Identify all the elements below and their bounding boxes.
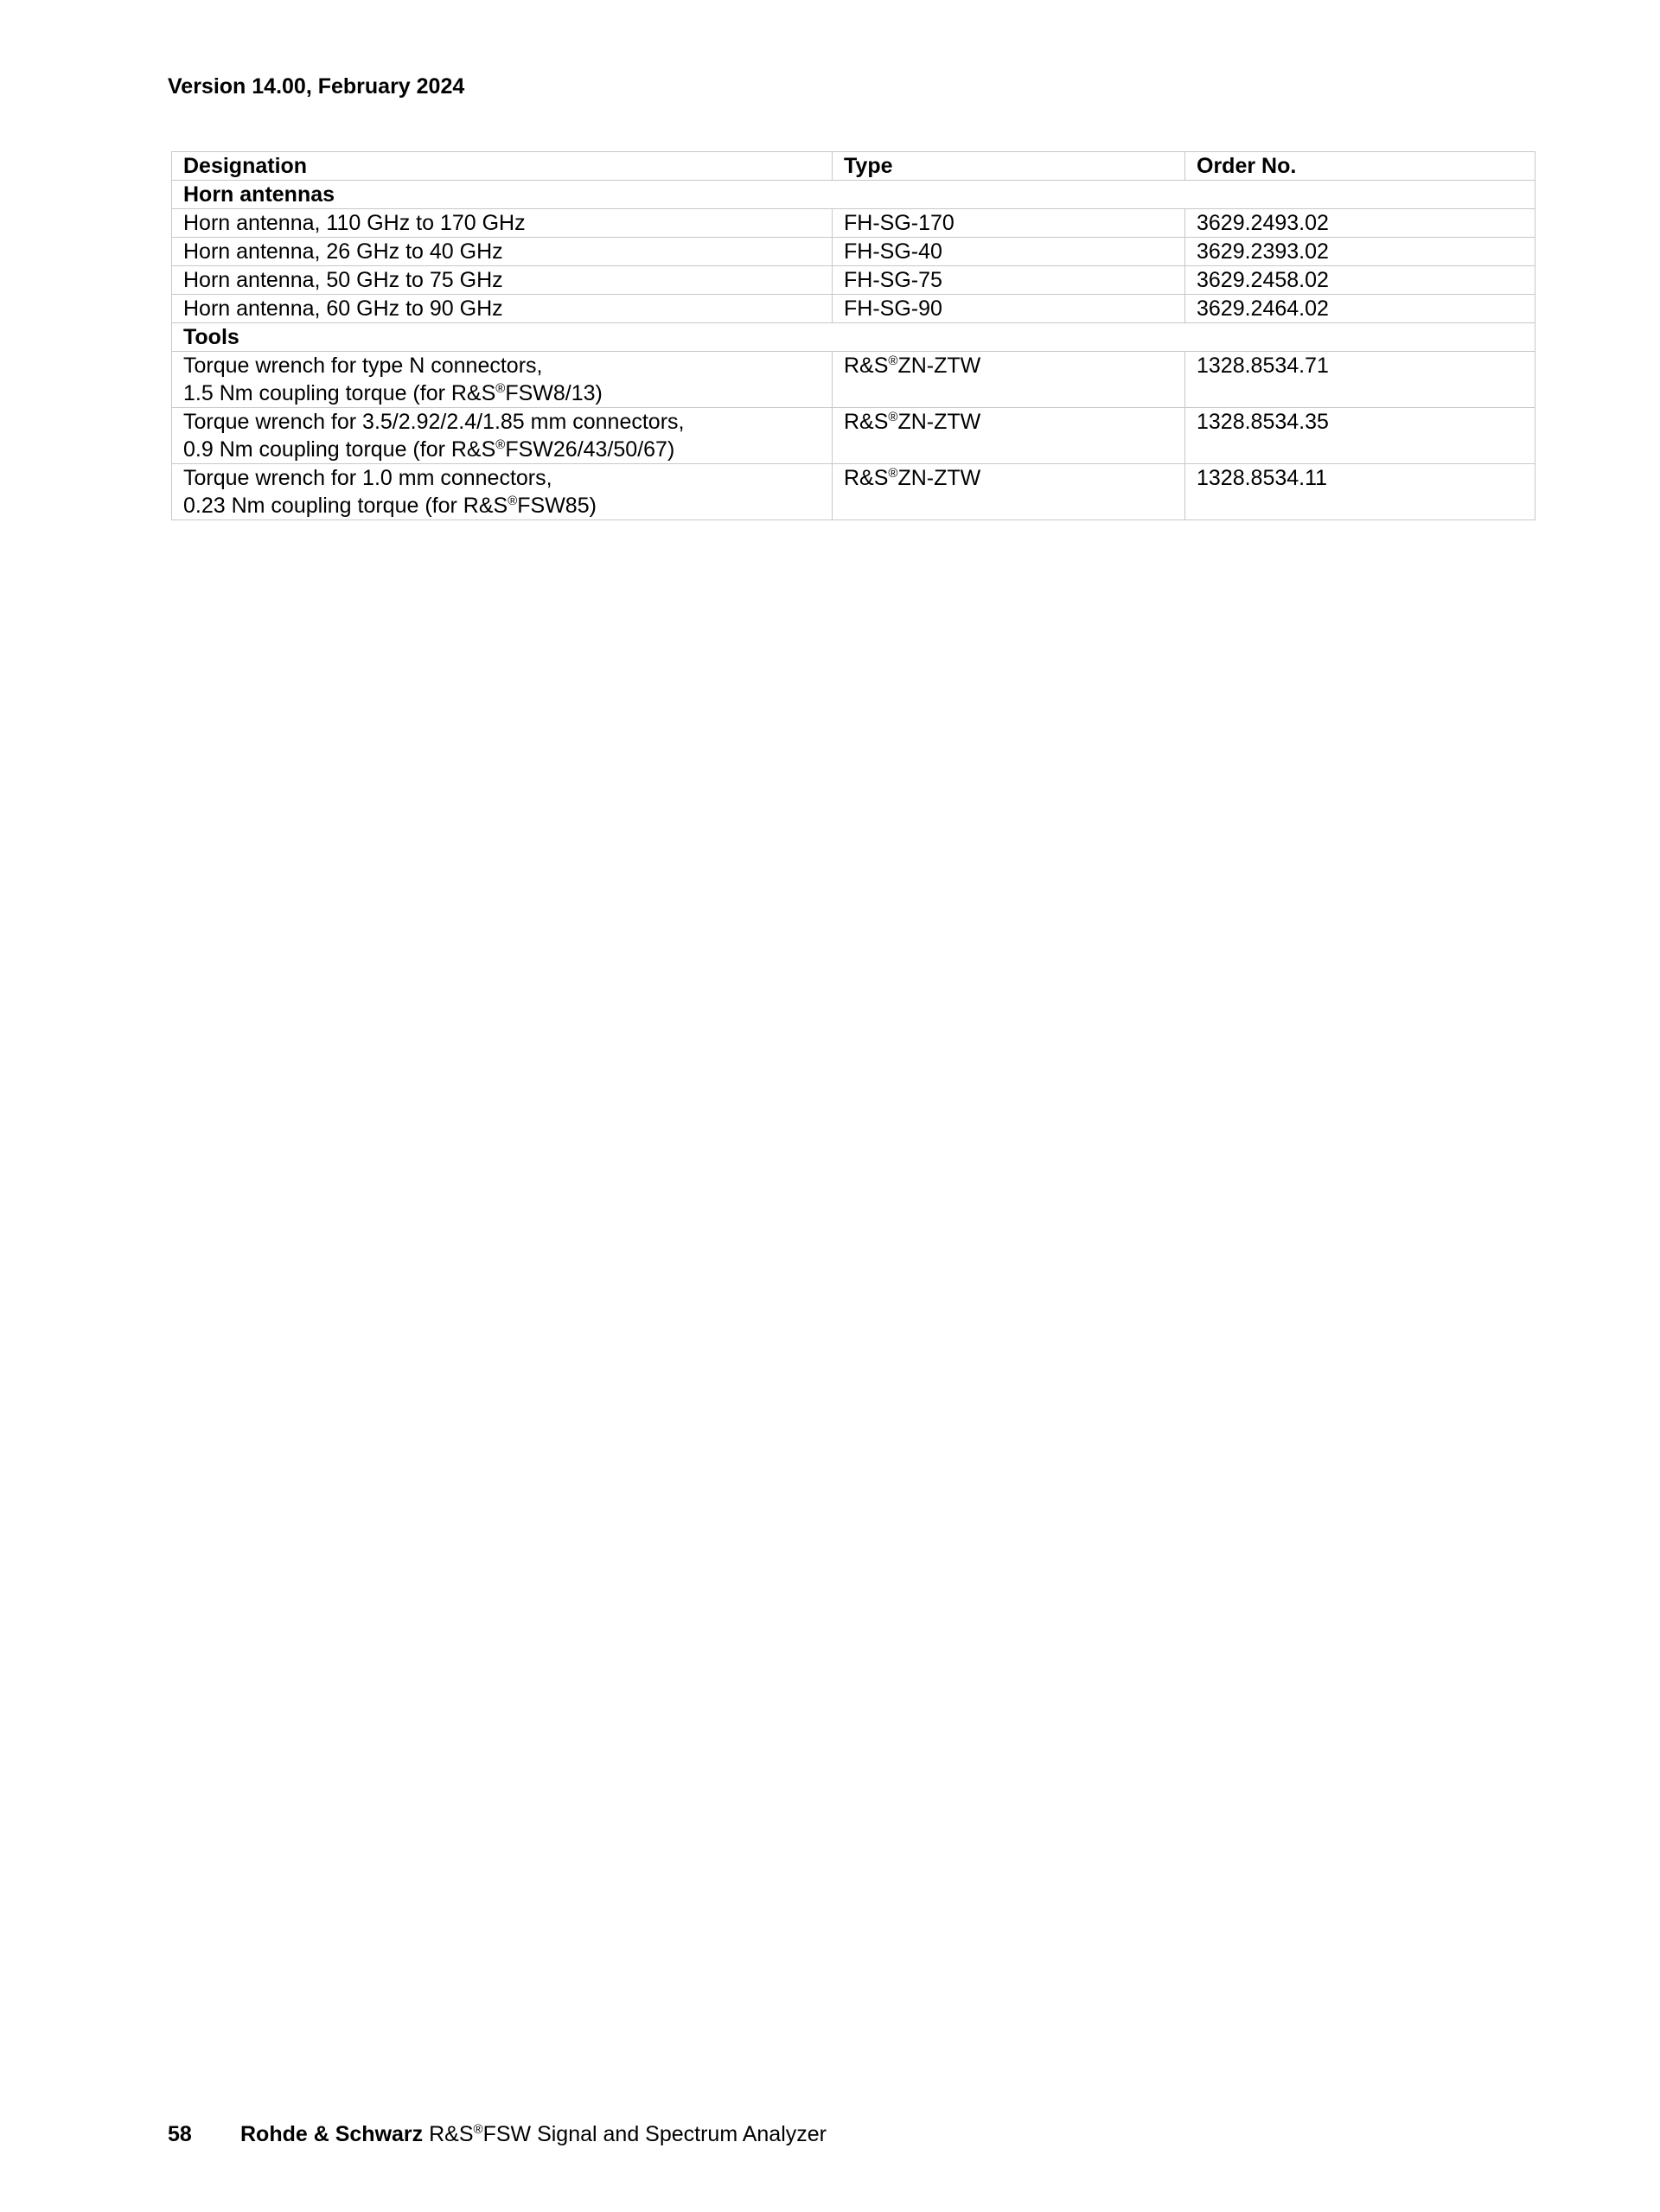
type-cell: FH-SG-40: [833, 238, 1185, 266]
designation-cell: [172, 266, 833, 295]
table-row: [172, 209, 1536, 238]
table-row: [172, 352, 1536, 408]
page-footer: [168, 2120, 827, 2148]
footer-product: R&S®FSW Signal and Spectrum Analyzer: [429, 2122, 827, 2146]
designation-cell: [172, 408, 833, 464]
table-group-row: [172, 323, 1536, 352]
designation-cell: [172, 295, 833, 323]
order-no-cell: 3629.2458.02: [1185, 266, 1536, 295]
type-cell: R&S®ZN-ZTW: [833, 408, 1185, 464]
type-cell: FH-SG-90: [833, 295, 1185, 323]
type-cell: R&S®ZN-ZTW: [833, 464, 1185, 520]
designation-line: Torque wrench for 3.5/2.92/2.4/1.85 mm connectors,: [183, 410, 685, 434]
table-row: [172, 464, 1536, 520]
order-no-cell: 1328.8534.35: [1185, 408, 1536, 464]
table-row: [172, 266, 1536, 295]
document-version: Version 14.00, February 2024: [168, 74, 465, 99]
column-header-type: Type: [833, 152, 1185, 181]
table-group-row: [172, 181, 1536, 209]
designation-line: Horn antenna, 60 GHz to 90 GHz: [183, 296, 503, 321]
group-title: Tools: [172, 323, 1536, 352]
order-no-cell: 3629.2493.02: [1185, 209, 1536, 238]
order-no-cell: 3629.2464.02: [1185, 295, 1536, 323]
table-header-row: [172, 152, 1536, 181]
type-cell: FH-SG-170: [833, 209, 1185, 238]
type-cell: R&S®ZN-ZTW: [833, 352, 1185, 408]
designation-line: Torque wrench for type N connectors,: [183, 354, 543, 378]
table-row: [172, 238, 1536, 266]
designation-line: 1.5 Nm coupling torque (for R&S®FSW8/13): [183, 381, 603, 405]
designation-cell: [172, 352, 833, 408]
column-header-designation: Designation: [172, 152, 833, 181]
designation-line: 0.9 Nm coupling torque (for R&S®FSW26/43/50/67): [183, 437, 675, 462]
column-header-order-no: Order No.: [1185, 152, 1536, 181]
type-cell: FH-SG-75: [833, 266, 1185, 295]
designation-cell: [172, 209, 833, 238]
footer-brand: Rohde & Schwarz: [240, 2122, 424, 2146]
order-no-cell: 3629.2393.02: [1185, 238, 1536, 266]
group-title: Horn antennas: [172, 181, 1536, 209]
designation-cell: [172, 238, 833, 266]
ordering-table: [171, 151, 1536, 520]
order-no-cell: 1328.8534.71: [1185, 352, 1536, 408]
table-row: [172, 408, 1536, 464]
designation-line: Horn antenna, 26 GHz to 40 GHz: [183, 239, 503, 264]
designation-line: Horn antenna, 110 GHz to 170 GHz: [183, 211, 526, 235]
designation-line: Torque wrench for 1.0 mm connectors,: [183, 466, 552, 490]
designation-line: 0.23 Nm coupling torque (for R&S®FSW85): [183, 494, 597, 518]
designation-line: Horn antenna, 50 GHz to 75 GHz: [183, 268, 503, 292]
page-number: 58: [168, 2122, 192, 2146]
order-no-cell: 1328.8534.11: [1185, 464, 1536, 520]
designation-cell: [172, 464, 833, 520]
table-body: [172, 181, 1536, 520]
table-row: [172, 295, 1536, 323]
